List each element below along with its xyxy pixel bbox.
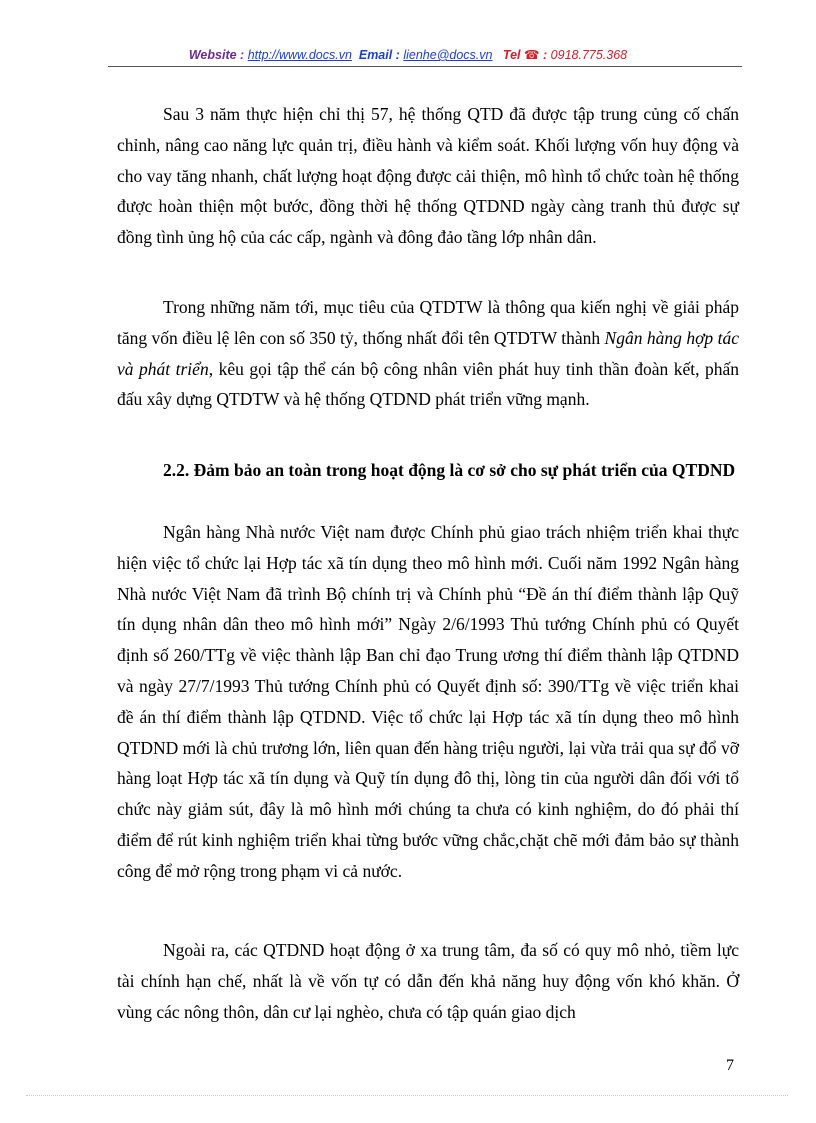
page-number: 7 <box>726 1057 734 1074</box>
paragraph-4: Ngoài ra, các QTDND hoạt động ở xa trung tâm, đa số có quy mô nhỏ, tiềm lực tài chính hạn chế, nhất là về vốn tự có dẫn đến khả năng huy động vốn khó khăn. Ở vùng các nông thôn, dân cư lại nghèo, chưa có tập quán giao dịch <box>117 940 739 1022</box>
section-heading: 2.2. Đảm bảo an toàn trong hoạt động là cơ sở cho sự phát triển của QTDND <box>163 460 736 480</box>
tel-number: 0918.775.368 <box>550 48 628 62</box>
website-link[interactable]: http://www.docs.vn <box>247 48 352 62</box>
paragraph-2-italic-term: Ngân hàng hợp tác và phát triển <box>117 327 739 379</box>
paragraph-2 <box>117 292 739 415</box>
paragraph-3: Ngân hàng Nhà nước Việt nam được Chính phủ giao trách nhiệm triển khai thực hiện việc tổ chức lại Hợp tác xã tín dụng theo mô hình mới. Cuối năm 1992 Ngân hàng Nhà nước Việt Nam đã trình Bộ chính trị và Chính phủ “Đề án thí điểm thành lập Quỹ tín dụng nhân dân theo mô hình mới” Ngày 2/6/1993 Thủ tướng Chính phủ có Quyết định số 260/TTg về việc thành lập Ban chỉ đạo Trung ương thí điểm thành lập QTDND và ngày 27/7/1993 Thủ tướng Chính phủ có Quyết định số: 390/TTg về việc triển khai đề án thí điểm thành lập QTDND. Việc tổ chức lại Hợp tác xã tín dụng theo mô hình QTDND mới là chủ trương lớn, liên quan đến hàng triệu người, lại vừa trải qua sự đổ vỡ hàng loạt Hợp tác xã tín dụng và Quỹ tín dụng đô thị, lòng tin của người dân đối với tổ chức này giảm sút, đây là mô hình mới chúng ta chưa có kinh nghiệm, do đó phải thí điểm để rút kinh nghiệm triển khai từng bước vững chắc,chặt chẽ mới đảm bảo sự thành công để mở rộng trong phạm vi cả nước. <box>117 522 739 881</box>
header-divider <box>108 66 742 67</box>
paragraph-2-text-start: Trong những năm tới, mục tiêu của QTDTW là thông qua kiến nghị về giải pháp tăng vốn điều lệ lên con số 350 tỷ, thống nhất đổi tên QTDTW thành <box>117 297 739 348</box>
paragraph-1: Sau 3 năm thực hiện chỉ thị 57, hệ thống QTD đã được tập trung củng cố chấn chỉnh, nâng cao năng lực quản trị, điều hành và kiểm soát. Khối lượng vốn huy động và cho vay tăng nhanh, chất lượng hoạt động được cải thiện, mô hình tổ chức toàn hệ thống được hoàn thiện một bước, đồng thời hệ thống QTDND ngày càng tranh thủ được sự đồng tình ủng hộ của các cấp, ngành và đông đảo tầng lớp nhân dân. <box>117 104 739 248</box>
paragraph-2-text-end: , kêu gọi tập thể cán bộ công nhân viên phát huy tinh thần đoàn kết, phấn đấu xây dựng QTDTW và hệ thống QTDND phát triển vững mạnh. <box>117 358 740 410</box>
page-header <box>0 47 816 65</box>
footer-divider <box>26 1095 788 1096</box>
website-label: Website : <box>188 48 245 62</box>
email-link[interactable]: lienhe@docs.vn <box>403 48 493 62</box>
tel-label: Tel ☎ : <box>502 48 548 62</box>
email-label: Email : <box>358 48 400 62</box>
